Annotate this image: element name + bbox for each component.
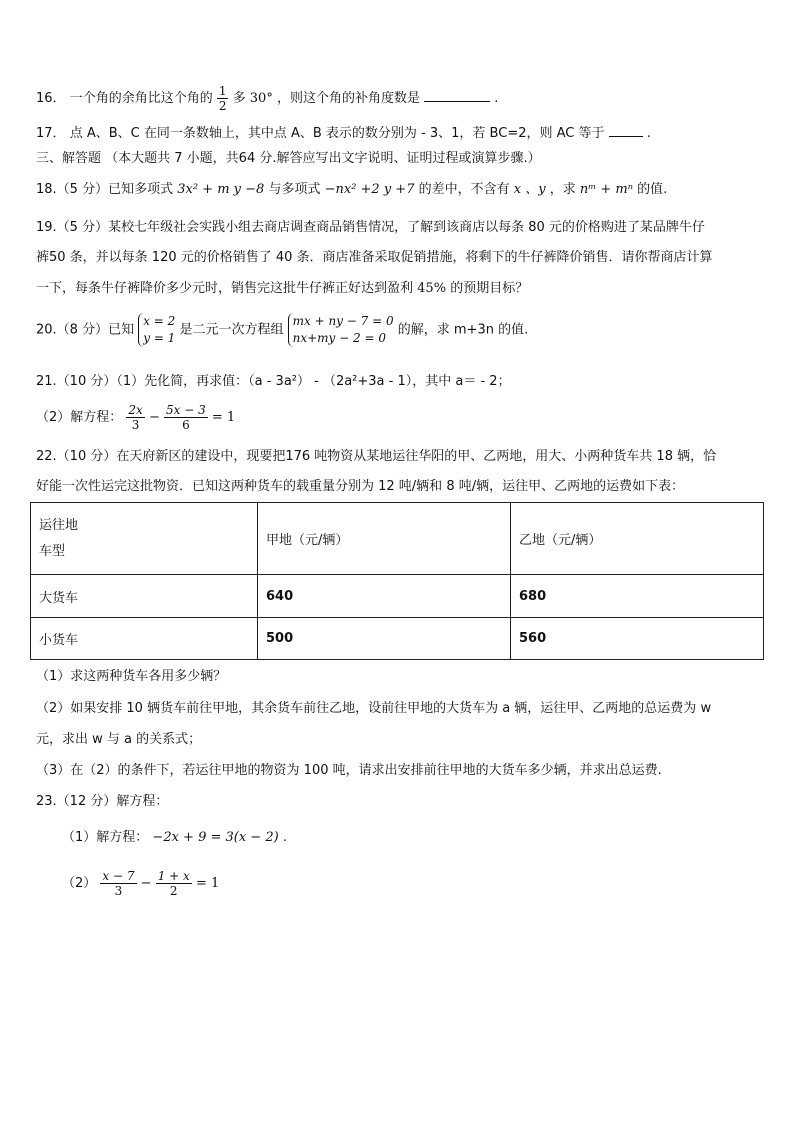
question-22-line-2: 好能一次性运完这批物资．已知这两种货车的载重量分别为 12 吨/辆和 8 吨/辆，运往甲、乙两地的运费如下表： [36,479,685,494]
table-row [31,575,764,618]
q18-poly2: −nx² +2 y +7 [324,182,415,197]
q23-p1-equation: −2x + 9 = 3(x − 2) [152,830,279,845]
q17-number: 17． [36,126,66,141]
q21-frac-1 [126,403,144,432]
q20-sol-x: x = 2 [143,314,176,328]
q18-end: 的值. [637,182,668,197]
question-21-part-2 [36,403,235,432]
q23-frac-2 [156,869,192,898]
freight-cost-table [30,502,764,660]
q16-text-b: 多 [232,91,246,106]
q16-end: . [494,91,499,106]
q16-answer-blank [424,89,490,102]
question-23-part-1 [62,829,287,847]
q16-text-a: 一个角的余角比这个角的 [69,91,213,106]
question-20 [36,313,528,347]
cell-small-yi: 560 [511,618,764,660]
q23-frac1-den: 3 [114,884,123,898]
question-23-title: 23.（12 分）解方程： [36,794,169,809]
question-19-line-2: 裤50 条，并以每条 120 元的价格销售了 40 条．商店准备采取促销措施，将剩下的牛仔裤降价销售．请你帮商店计算 [36,250,713,265]
q23-p1-end: . [282,830,287,845]
q20-sol-y: y = 1 [143,331,176,345]
q19-line3-c: 的预期目标？ [450,281,529,296]
q21-frac-2 [164,403,208,432]
cell-large-jia: 640 [258,575,511,618]
question-22-sub-2-line-2: 元，求出 w 与 a 的关系式； [36,732,202,747]
q18-ask: ，求 [549,182,576,197]
question-22-sub-2-line-1: （2）如果安排 10 辆货车前往甲地，其余货车前往乙地，设前往甲地的大货车为 a 辆，运往甲、乙两地的总运费为 w [36,701,712,716]
question-22-sub-3: （3）在（2）的条件下，若运往甲地的物资为 100 吨，请求出安排前往甲地的大货车多少辆，并求出总运费. [36,763,662,778]
question-19-line-1: 19.（5 分）某校七年级社会实践小组去商店调查商品销售情况，了解到该商店以每条 80 元的价格购进了某品牌牛仔 [36,220,705,235]
q21-frac2-num: 5x − 3 [166,403,206,417]
q16-number: 16． [36,91,66,106]
q20-system-brace [288,313,394,347]
corner-bottom-label: 车型 [39,543,66,559]
q16-frac-den: 2 [218,99,227,113]
q23-frac2-num: 1 + x [157,869,190,883]
cell-small-jia: 500 [258,618,511,660]
q21-minus: − [148,410,160,425]
q20-mid: 是二元一次方程组 [179,322,284,338]
question-22-sub-1: （1）求这两种货车各用多少辆？ [36,669,227,684]
question-19-line-3 [36,280,528,298]
q23-frac2-den: 2 [169,884,178,898]
q20-number: 20.（8 分）已知 [36,322,135,338]
q19-line3-a: 一下，每条牛仔裤降价多少元时，销售完这批牛仔裤正好达到盈利 [36,281,414,296]
table-col-yi: 乙地（元/辆） [511,503,764,575]
table-corner-cell [31,503,258,575]
question-16 [36,84,498,113]
q21-frac1-den: 3 [131,418,140,432]
question-22-line-1: 22.（10 分）在天府新区的建设中，现要把176 吨物资从某地运往华阳的甲、乙两地，用大、小两种货车共 18 辆，恰 [36,449,717,464]
section-3-header: 三、解答题 （本大题共 7 小题，共64 分.解答应写出文字说明、证明过程或演算步骤.） [36,151,541,166]
question-18 [36,181,667,199]
q19-percent: 45% [417,281,447,296]
q17-answer-blank [609,124,643,137]
q18-mid: 与多项式 [268,182,321,197]
q21-frac1-num: 2x [128,403,143,417]
q16-frac-num: 1 [218,84,227,98]
q18-expression: nᵐ + mⁿ [579,182,633,197]
q18-vars: x 、y [513,182,546,197]
question-21-line-1: 21.（10 分）（1）先化简，再求值：（a - 3a²） - （2a²+3a - 1），其中 a＝ - 2； [36,374,511,389]
corner-top-label: 运往地 [39,517,79,533]
q23-p2-label: （2） [62,876,97,891]
q16-fraction [217,84,229,113]
q20-eq2: nx+my − 2 = 0 [292,331,386,345]
q20-solution-brace [138,313,175,347]
q16-angle: 30° [249,91,273,106]
q18-number: 18.（5 分）已知多项式 [36,182,174,197]
q21-frac2-den: 6 [182,418,190,432]
q21-part2-label: （2）解方程： [36,410,123,425]
question-17 [36,124,651,143]
q23-frac-1 [100,869,136,898]
q17-text: 点 A、B、C 在同一条数轴上，其中点 A、B 表示的数分别为 - 3、1，若 BC=2，则 AC 等于 [69,126,605,141]
q23-p1-label: （1）解方程： [62,830,149,845]
table-col-jia: 甲地（元/辆） [258,503,511,575]
q23-frac1-num: x − 7 [102,869,135,883]
table-row [31,618,764,660]
q17-end: . [646,126,651,141]
q18-poly1: 3x² + m y −8 [177,182,265,197]
q23-minus: − [140,876,152,891]
q18-tail: 的差中，不含有 [418,182,510,197]
q20-eq1: mx + ny − 7 = 0 [292,314,394,328]
q23-rhs: = 1 [195,876,220,891]
row-label-small-truck: 小货车 [31,618,258,660]
row-label-large-truck: 大货车 [31,575,258,618]
cell-large-yi: 680 [511,575,764,618]
q16-text-c: ，则这个角的补角度数是 [276,91,420,106]
table-header-row [31,503,764,575]
q21-rhs: = 1 [211,410,236,425]
q20-end: 的解，求 m+3n 的值. [397,322,529,338]
question-23-part-2 [62,869,219,898]
